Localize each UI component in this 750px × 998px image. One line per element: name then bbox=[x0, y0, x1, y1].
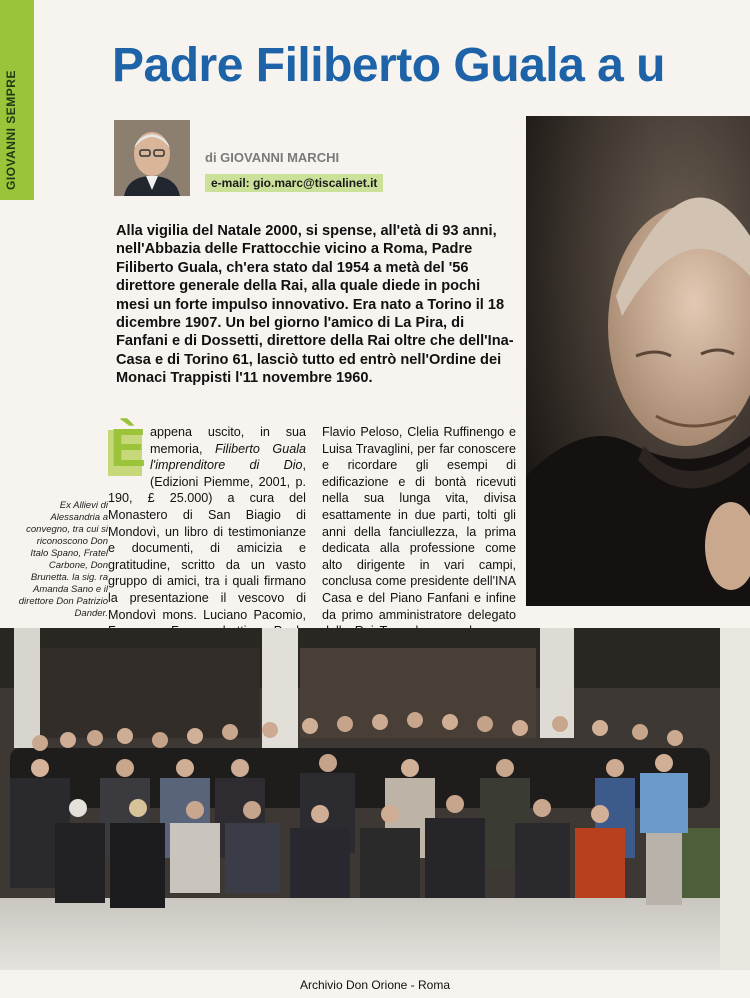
group-photo bbox=[0, 628, 720, 970]
archive-footer: Archivio Don Orione - Roma bbox=[299, 978, 451, 992]
monk-portrait bbox=[526, 116, 750, 606]
author-photo bbox=[114, 120, 190, 196]
author-email[interactable]: e-mail: gio.marc@tiscalinet.it bbox=[205, 174, 383, 192]
drop-cap: È bbox=[110, 418, 147, 478]
body-column-1 bbox=[108, 418, 306, 656]
col1-rest: , (Edizioni Piemme, 2001, p. 190, £ 25.000) a cura del Monastero di San Biagio di Mondovì, un libro di testimonianze e documenti, di amicizia e gratitudine, scritto da un vasto gruppo di amici, tra i quali firmano la presentazione il vescovo di Mondovì mons. Luciano Pacomio, bbox=[108, 458, 306, 622]
col1-text: appena uscito, in sua memoria, bbox=[150, 425, 306, 456]
article-title: Padre Filiberto Guala a u bbox=[112, 39, 665, 92]
section-label: GIOVANNI SEMPRE bbox=[4, 70, 18, 190]
book-title: Filiberto Guala l'imprenditore di Dio bbox=[150, 441, 306, 473]
lead-paragraph: Alla vigilia del Natale 2000, si spense, all'età di 93 anni, nell'Abbazia delle Frattocchie vicino a Roma, Padre Filiberto Guala, ch'era stato dal 1954 a metà del '56 direttore generale della Rai, alla quale diede in pochi mesi un forte impulso innovativo. Era nato a Torino il 18 dicembre 1907. Un bel giorno l'amico di La Pira, di Fanfani e di Dossetti, direttore della Rai oltre che dell'Ina-Casa e di Torino 61, lasciò tutto ed entrò nell'Ordine dei Monaci Trappisti l'11 novembre 1960. bbox=[116, 223, 514, 387]
body-column-2: Flavio Peloso, Clelia Ruffinengo e Luisa Travaglini, per far conoscere e ricordare gli esempi di edificazione e di bontà ricevuti nella sua lunga vita, divisa esattamente in due parti, tolti gli anni della fanciullezza, la prima dedicata alla professione come alto dirigente in vari campi, conclusa come presidente dell'INA Casa e del Piano Fanfani e infine da primo amministratore delegato bbox=[322, 425, 516, 622]
page-margin bbox=[720, 628, 750, 970]
byline: di GIOVANNI MARCHI bbox=[205, 150, 340, 165]
photo-caption: Ex Allievi di Alessandria a convegno, tra cui si riconoscono Don Italo Spano, Fratel Carbone, Don Brunetta. la sig. ra Amanda Sano e il direttore Don Patrizio Dander. bbox=[18, 500, 108, 619]
